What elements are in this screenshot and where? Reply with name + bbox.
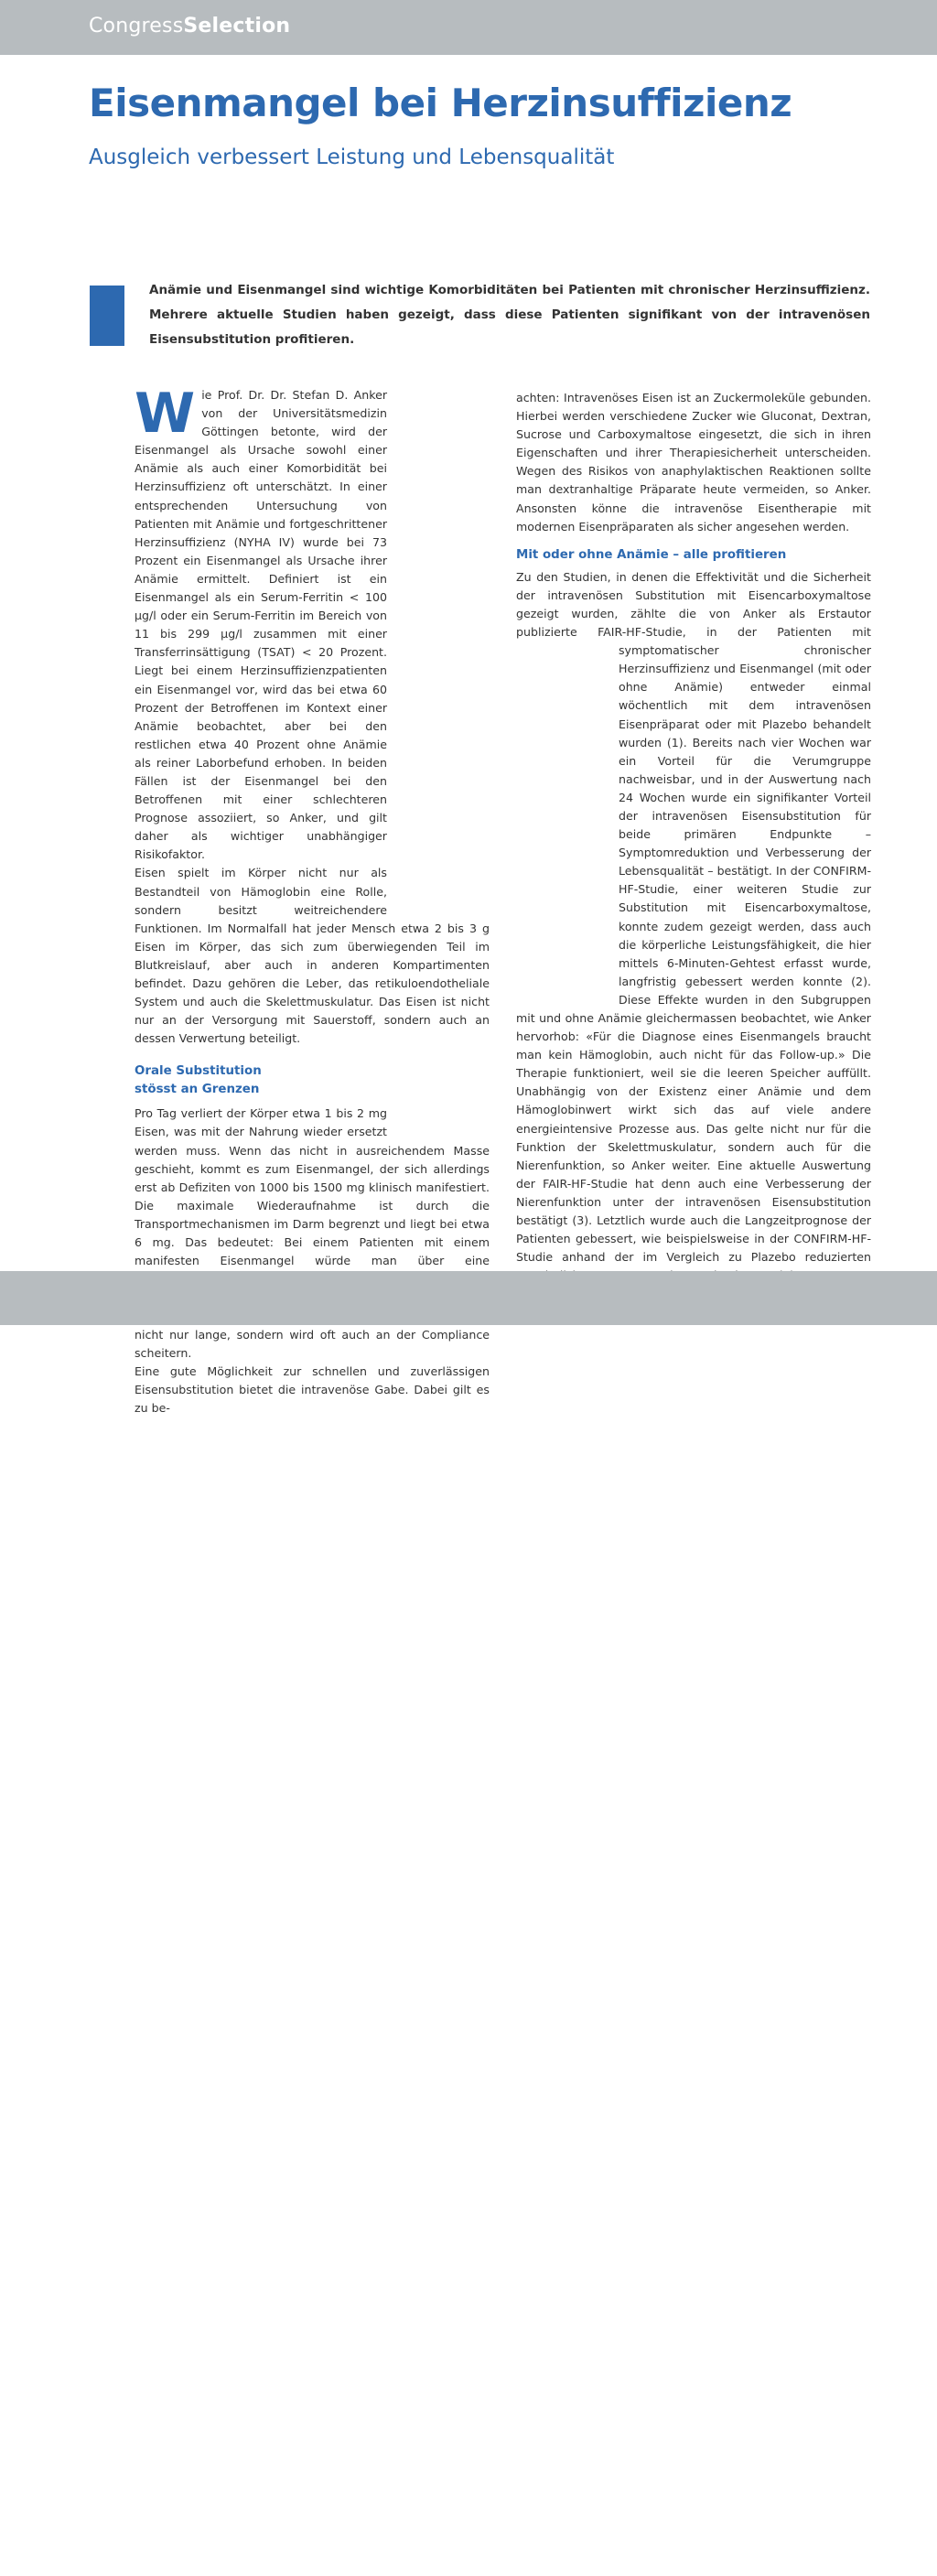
column-left bbox=[135, 382, 490, 1417]
header-bar bbox=[0, 0, 937, 55]
body-paragraph: Zu den Studien, in denen die Effektivität und die Sicherheit der intravenösen Substitution mit Eisencarboxymaltose gezeigt wurden, zählte die von Anker als Erstautor publizierte FAIR-HF-Studie, in der Patienten mit symptomatischer chronischer Herzinsuffizienz und Eisenmangel (mit oder ohne Anämie) entweder einmal wöchentlich mit dem intravenösen Eisenpräparat oder mit Plazebo behandelt wurden (1). Bereits nach vier Wochen war ein Vorteil für die Verumgruppe nachweisbar, und in der Auswertung nach 24 Wochen wurde ein signifikanter Vorteil der intravenösen Eisensubstitution für beide primären Endpunkte – Symptomreduktion und Verbesserung der Lebensqualität – bestätigt. In der CONFIRM-HF-Studie, einer weiteren Studie zur Substitution mit Eisencarboxymaltose, konnte zudem gezeigt werden, dass auch die körperliche Leistungsfähigkeit, die hier mittels 6-Minuten-Gehtest erfasst wurde, langfristig gebessert werden konnte (2). Diese Effekte wurden in den Subgruppen mit und ohne Anämie gleichermassen beobachtet, wie Anker hervorhob: «Für die Diagnose eines Eisenmangels braucht man kein Hämoglobin, auch nicht für das Follow-up.» Die Therapie funktioniert, weil sie die leeren Speicher auffüllt. Unabhängig von der Existenz einer Anämie und dem Hämoglobinwert wirkt sich das auf viele andere energieintensive Prozesse aus. Das gelte nicht nur für die Funktion der Skelettmuskulatur, sondern auch für die Nierenfunktion, so Anker weiter. Eine aktuelle Auswertung der FAIR-HF-Studie hat denn auch eine Verbesserung der Nierenfunktion unter der intravenösen Eisensubstitution bestätigt (3). Letztlich wurde auch die Langzeitprognose der Patienten gebessert, wie beispielsweise in der CONFIRM-HF-Studie anhand der im Vergleich zu Plazebo reduzierten bbox=[516, 569, 871, 1265]
wrap-spacer-e bbox=[516, 660, 619, 1008]
body-paragraph: achten: Intravenöses Eisen ist an Zuckermoleküle gebunden. Hierbei werden verschiedene Zucker wie Gluconat, Dextran, Sucrose und Carboxymaltose eingesetzt, die sich in ihren Eigenschaften und ihrer Therapiesicherheit unterscheiden. Wegen des Risikos von anaphylaktischen Reaktionen sollte man dextranhaltige Präparate heute vermeiden, so Anker. Ansonsten könne die intravenöse Eisentherapie mit modernen Eisenpräparaten als sicher angesehen werden. bbox=[516, 391, 871, 534]
journal-issue: Kardiologie • Mai 2015 bbox=[148, 2558, 356, 2576]
brand-bold: Selection bbox=[183, 15, 291, 38]
lead-paragraph: Anämie und Eisenmangel sind wichtige Komorbiditäten bei Patienten mit chronischer Herzinsuffizienz. Mehrere aktuelle Studien haben gezeigt, dass diese Patienten signifikant von der intravenösen Eisensubstitution profitieren. bbox=[149, 283, 870, 347]
wrap-spacer-c bbox=[387, 1105, 490, 1141]
column-right bbox=[516, 389, 871, 1285]
section-heading-orale bbox=[135, 1062, 490, 1099]
heading-line: stösst an Grenzen bbox=[135, 1083, 260, 1097]
heading-line: Orale Substitution bbox=[135, 1064, 262, 1079]
article-subtitle: Ausgleich verbessert Leistung und Lebensqualität bbox=[89, 146, 615, 169]
dropcap: W bbox=[135, 382, 196, 446]
body-paragraph: Eine gute Möglichkeit zur schnellen und zuverlässigen Eisensubstitution bietet die intravenöse Gabe. Dabei gilt es zu be- bbox=[135, 1363, 490, 1415]
page-number: 16 bbox=[89, 2558, 111, 2576]
body-paragraph: ie Prof. Dr. Dr. Stefan D. Anker von der Universitätsmedizin Göttingen betonte, wird der Eisenmangel als Ursache sowohl einer Anämie als auch einer Komorbidität bei Herzinsuffizienz oft unterschätzt. In einer entsprechenden Untersuchung von Patienten mit Anämie und fortgeschrittener Herzinsuffizienz (NYHA IV) wurde bei 73 Prozent ein Eisenmangel als Ursache ihrer Anämie ermittelt. Definiert ist ein Eisenmangel als ein Serum-Ferritin < 100 µg/l oder ein Serum-Ferritin im Bereich von 11 bis 299 µg/l zusammen mit einer Transferrinsättigung (TSAT) < 20 Prozent. Liegt bei einem Herzinsuffizienzpatienten ein Eisenmangel vor, wird das bei etwa 60 Prozent der Betroffenen im Kontext einer Anämie beobachtet, aber bei den restlichen etwa 40 Prozent ohne Anämie als reiner Laborbefund erhoben. In beiden Fällen ist der Eisenmangel bei den Betroffenen mit einer schlechteren Prognose assoziiert, so Anker, und gilt daher als wichtiger unabhängiger Risikofaktor. bbox=[135, 388, 387, 862]
body-paragraph: Pro Tag verliert der Körper etwa 1 bis 2 mg Eisen, was mit der Nahrung wieder ersetzt werden muss. Wenn das nicht in ausreichendem Masse geschieht, kommt es zum Eisenmangel, der sich allerdings erst ab Defiziten von 1000 bis 1500 mg klinisch manifestiert. Die maximale Wiederaufnahme ist durch die Transportmechanismen im Darm begrenzt und liegt bei etwa 6 mg. Das bedeutet: Bei einem Patienten mit einem manifesten Eisenmangel würde man über eine nicht nur lange, sondern wird oft auch an der Compliance scheitern. bbox=[135, 1106, 490, 1360]
brand-light: Congress bbox=[89, 15, 184, 38]
section-heading-mit: Mit oder ohne Anämie – alle profitieren bbox=[516, 547, 787, 562]
brand-logo bbox=[89, 15, 290, 38]
body-paragraph: Eisen spielt im Körper nicht nur als Bestandteil von Hämoglobin eine Rolle, sondern besitzt weitreichendere Funktionen. Im Normalfall hat jeder Mensch etwa 2 bis 3 g Eisen im Körper, das sich zum überwiegenden Teil im Blutkreislauf, aber auch in anderen Kompartimenten befindet. Dazu gehören die Leber, das retikuloendotheliale System und auch die Skelettmuskulatur. Das Eisen ist nicht nur an der Versorgung mit Sauerstoff, sondern auch an dessen Verwertung beteiligt. bbox=[135, 866, 490, 1046]
lead-accent-bar bbox=[90, 286, 124, 346]
article-title: Eisenmangel bei Herzinsuffizienz bbox=[89, 81, 792, 125]
wrap-spacer-b bbox=[387, 664, 490, 912]
